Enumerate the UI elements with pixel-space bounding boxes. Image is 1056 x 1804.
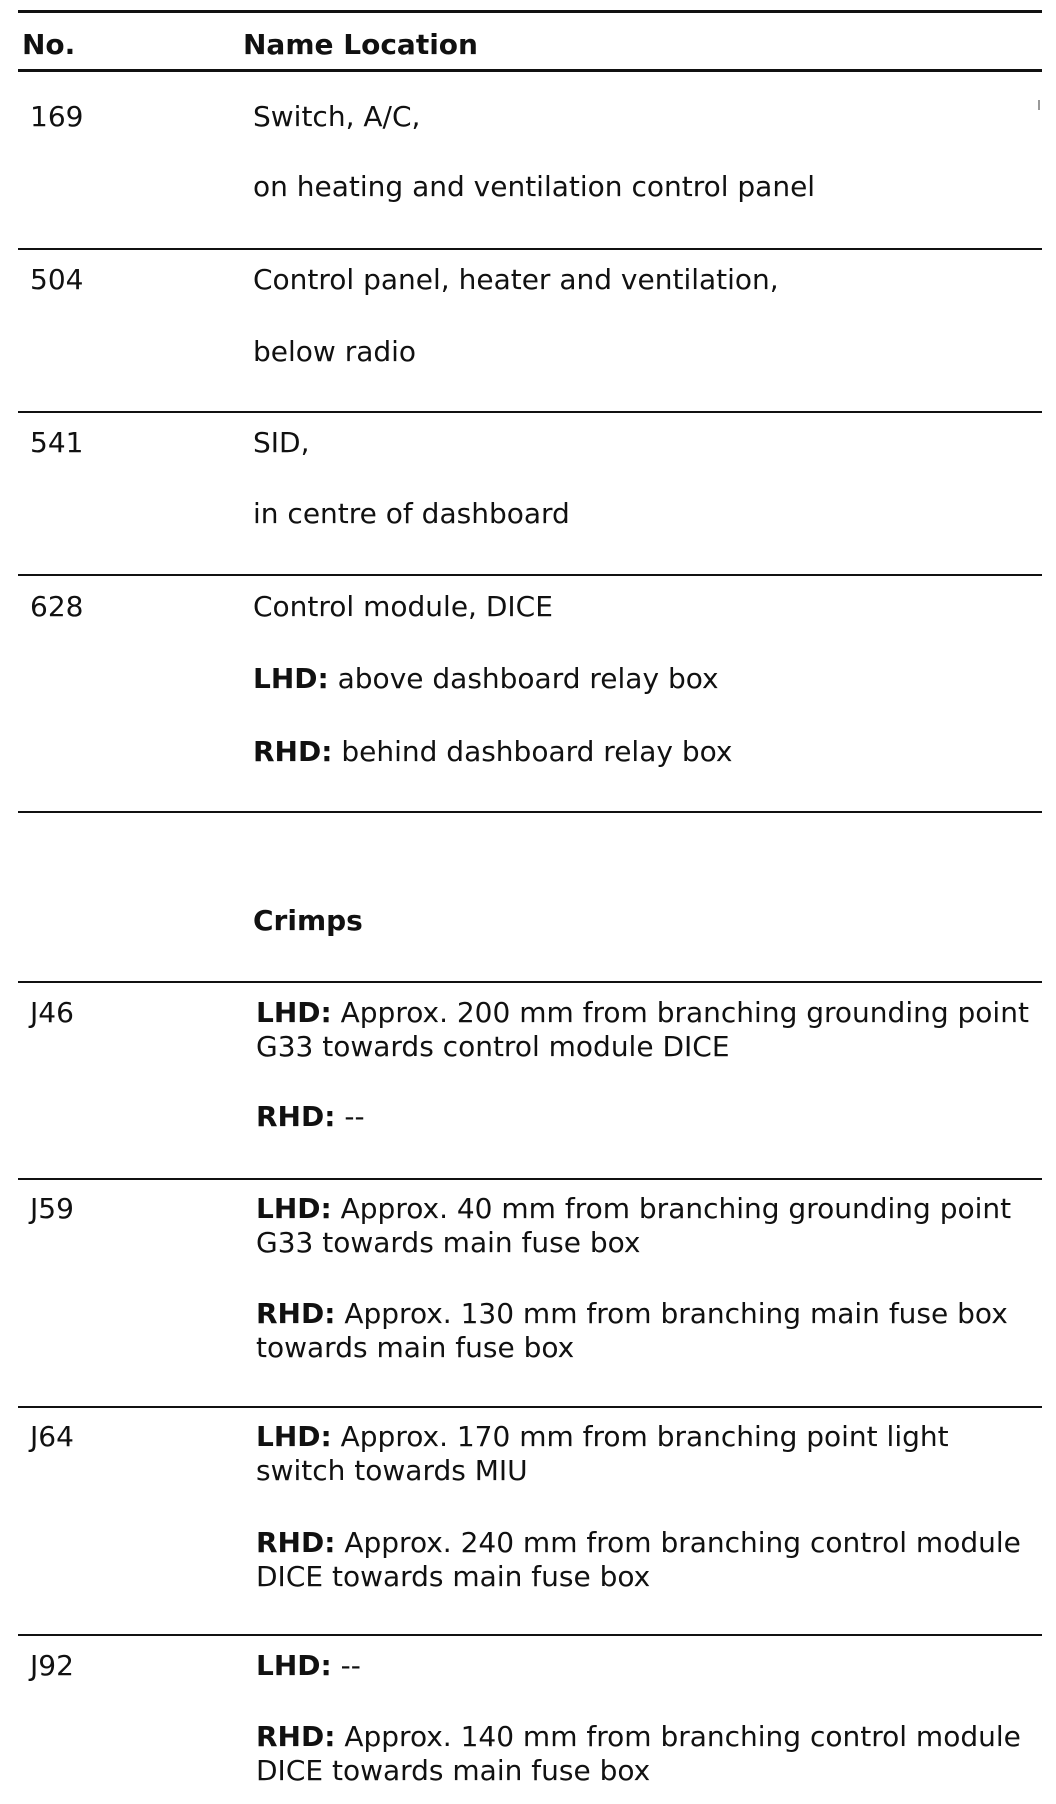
rhd-text: behind dashboard relay box <box>341 735 733 768</box>
row-lhd-location <box>256 1420 1036 1488</box>
row-lhd-location <box>256 1649 1036 1683</box>
rhd-label: RHD: <box>253 735 333 768</box>
row-rhd-location <box>253 735 732 769</box>
lhd-label: LHD: <box>256 996 332 1029</box>
row-rhd-location <box>256 1720 1036 1788</box>
row-location: in centre of dashboard <box>253 497 570 530</box>
row-number: 628 <box>30 590 84 623</box>
row-divider <box>18 574 1042 576</box>
row-divider <box>18 1634 1042 1636</box>
row-number: J64 <box>30 1420 74 1453</box>
row-number: 541 <box>30 426 84 459</box>
lhd-text: Approx. 200 mm from branching grounding point G33 towards control module DICE <box>256 996 1029 1063</box>
rhd-label: RHD: <box>256 1720 336 1753</box>
lhd-text: Approx. 170 mm from branching point light switch towards MIU <box>256 1420 949 1487</box>
rhd-label: RHD: <box>256 1297 336 1330</box>
row-name: Control panel, heater and ventilation, <box>253 263 779 296</box>
row-rhd-location <box>256 1297 1036 1365</box>
rhd-text: Approx. 240 mm from branching control module DICE towards main fuse box <box>256 1526 1021 1593</box>
crimps-rule <box>18 981 1042 983</box>
row-divider <box>18 411 1042 413</box>
top-rule <box>18 10 1042 13</box>
rhd-text: -- <box>344 1100 365 1133</box>
row-divider <box>18 1406 1042 1408</box>
row-location: on heating and ventilation control panel <box>253 170 816 203</box>
row-divider <box>18 811 1042 813</box>
row-number: J46 <box>30 996 74 1029</box>
lhd-text: -- <box>340 1649 361 1682</box>
lhd-text: above dashboard relay box <box>337 662 719 695</box>
row-divider <box>18 1178 1042 1180</box>
row-location: below radio <box>253 335 417 368</box>
rhd-text: Approx. 130 mm from branching main fuse box towards main fuse box <box>256 1297 1008 1364</box>
row-number: 169 <box>30 100 84 133</box>
rhd-label: RHD: <box>256 1526 336 1559</box>
row-lhd-location <box>256 1192 1036 1260</box>
rhd-label: RHD: <box>256 1100 336 1133</box>
row-divider <box>18 248 1042 250</box>
row-lhd-location <box>256 996 1036 1064</box>
lhd-label: LHD: <box>256 1649 332 1682</box>
row-name: Control module, DICE <box>253 590 553 623</box>
rhd-text: Approx. 140 mm from branching control module DICE towards main fuse box <box>256 1720 1021 1787</box>
row-rhd-location <box>256 1526 1036 1594</box>
header-name-location: Name Location <box>243 28 478 61</box>
lhd-label: LHD: <box>256 1192 332 1225</box>
crimps-heading: Crimps <box>253 904 363 937</box>
lhd-label: LHD: <box>253 662 329 695</box>
row-lhd-location <box>253 662 719 696</box>
scan-mark <box>1038 100 1040 110</box>
row-number: 504 <box>30 263 84 296</box>
header-no: No. <box>22 28 76 61</box>
header-rule <box>18 69 1042 72</box>
row-rhd-location <box>256 1100 1036 1134</box>
lhd-label: LHD: <box>256 1420 332 1453</box>
row-name: SID, <box>253 426 310 459</box>
lhd-text: Approx. 40 mm from branching grounding point G33 towards main fuse box <box>256 1192 1012 1259</box>
row-number: J92 <box>30 1649 74 1682</box>
row-name: Switch, A/C, <box>253 100 421 133</box>
row-number: J59 <box>30 1192 74 1225</box>
